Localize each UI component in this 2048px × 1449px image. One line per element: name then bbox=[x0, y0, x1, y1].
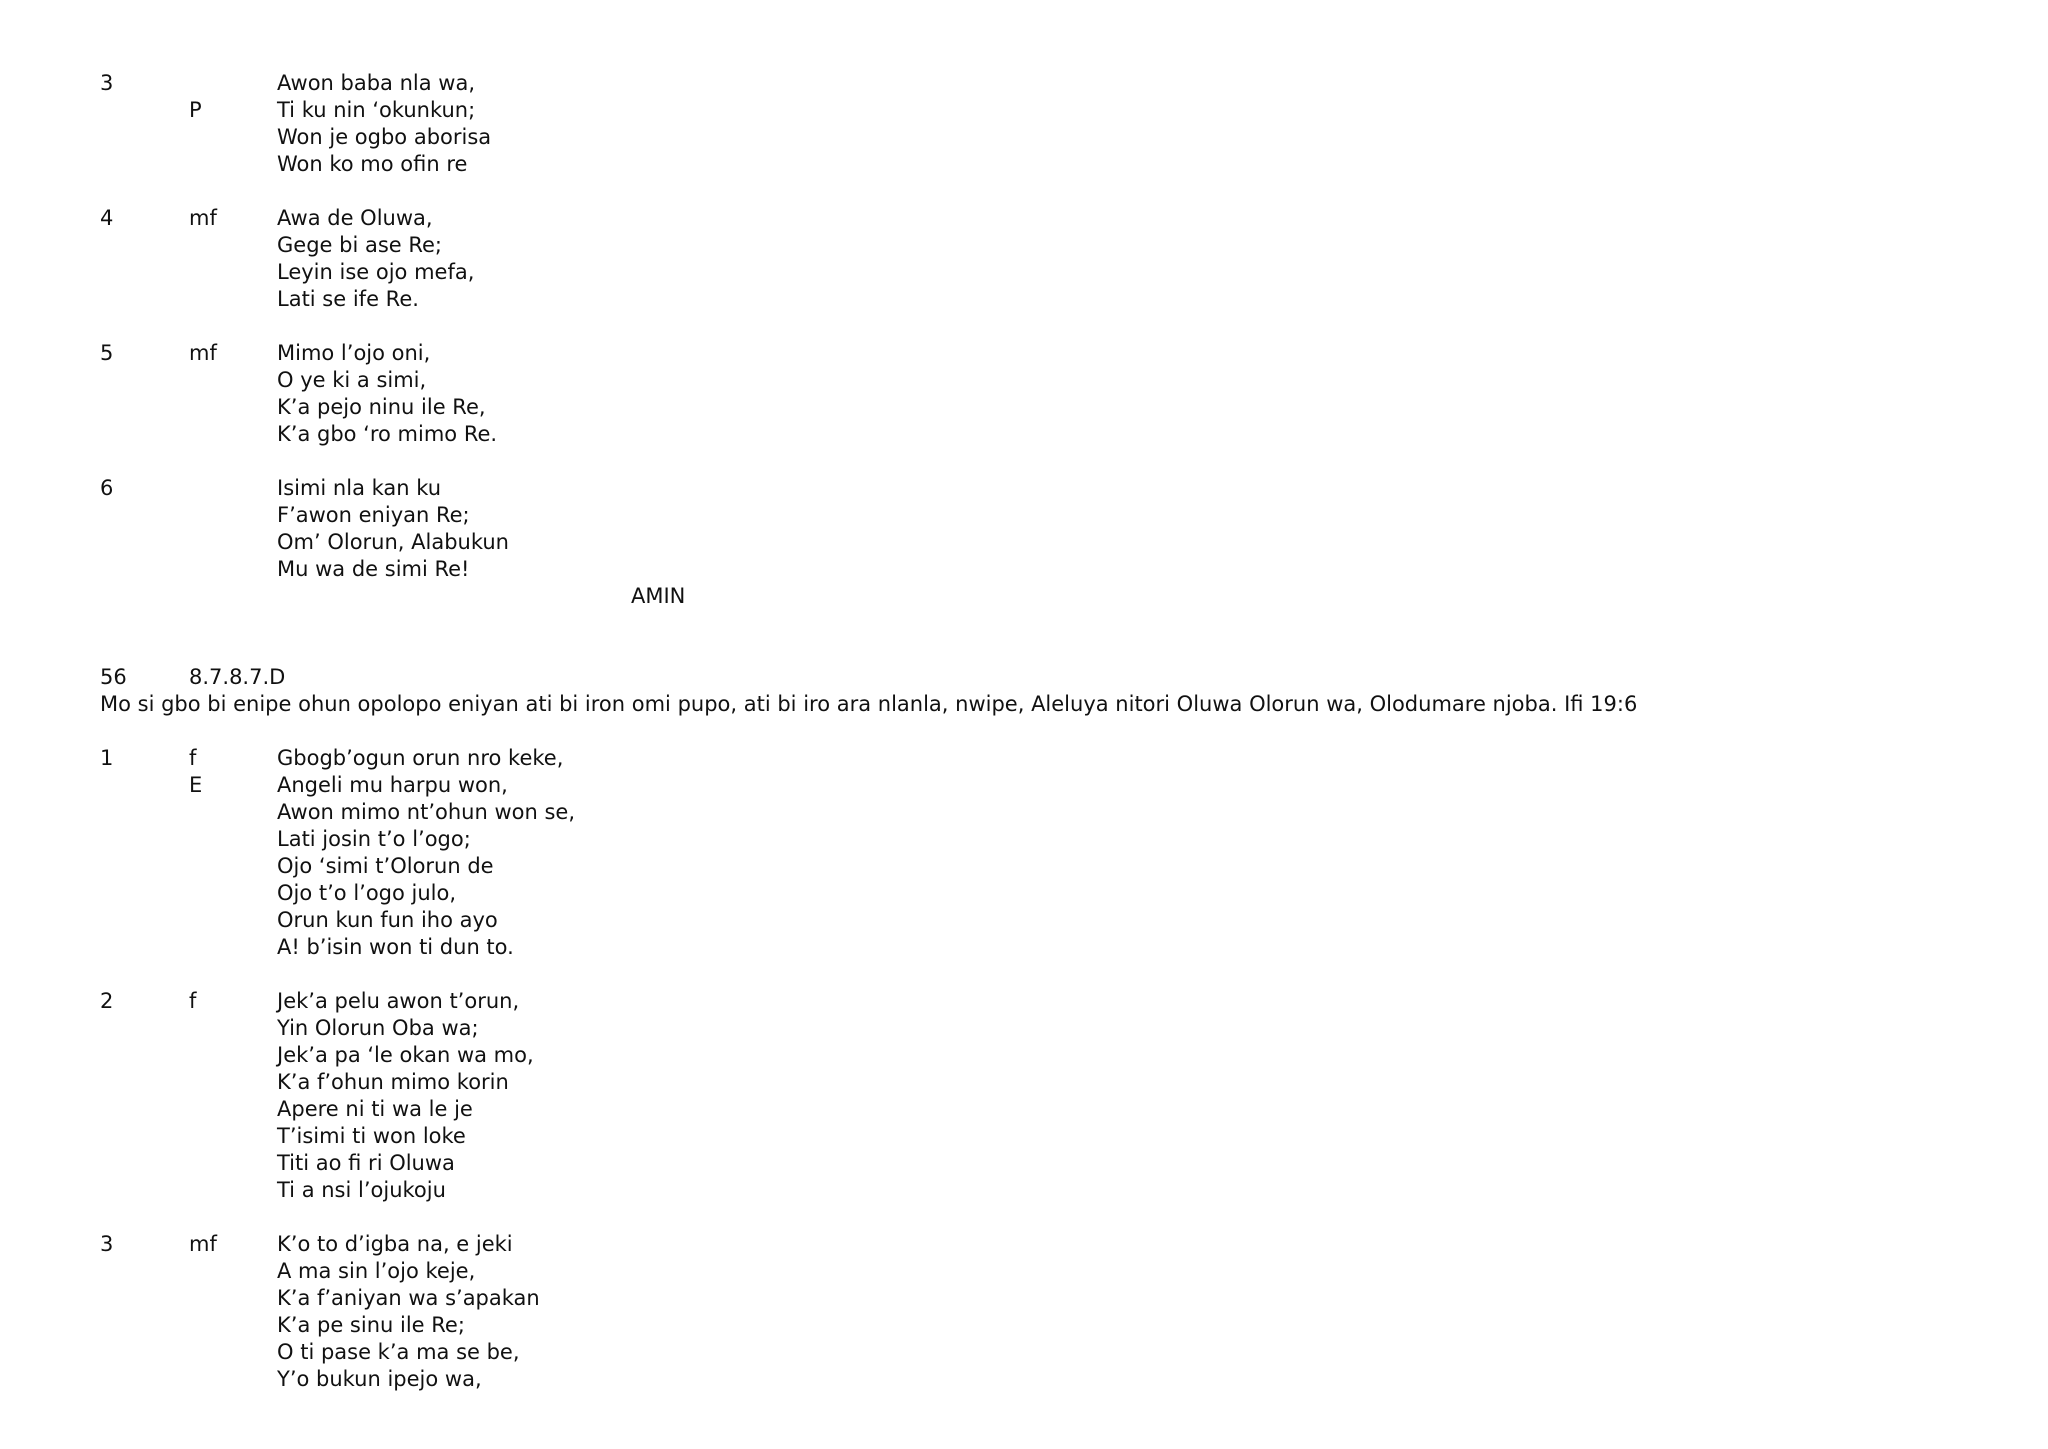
verse-line: Lati josin t’o l’ogo; bbox=[277, 827, 471, 851]
verse-line: Ti ku nin ‘okunkun; bbox=[277, 98, 476, 122]
verse-line: Gege bi ase Re; bbox=[277, 233, 443, 257]
verse-line: Won je ogbo aborisa bbox=[277, 125, 492, 149]
verse-line: Yin Olorun Oba wa; bbox=[277, 1016, 479, 1040]
verse-line: Awon baba nla wa, bbox=[277, 71, 476, 95]
verse-line: Mu wa de simi Re! bbox=[277, 557, 470, 581]
dynamic-mark: E bbox=[189, 773, 203, 797]
verse-line: K’a pejo ninu ile Re, bbox=[277, 395, 486, 419]
verse-line: K’a f’ohun mimo korin bbox=[277, 1070, 509, 1094]
stanza-number: 3 bbox=[100, 71, 114, 95]
verse-line: Won ko mo ofin re bbox=[277, 152, 468, 176]
stanza-number: 5 bbox=[100, 341, 114, 365]
hymn-page bbox=[100, 70, 2000, 1420]
verse-line: Angeli mu harpu won, bbox=[277, 773, 508, 797]
stanza-number: 4 bbox=[100, 206, 114, 230]
dynamic-mark: f bbox=[189, 746, 197, 770]
verse-line: O ye ki a simi, bbox=[277, 368, 427, 392]
stanza bbox=[100, 745, 2000, 961]
stanza bbox=[100, 475, 2000, 583]
stanza-number: 6 bbox=[100, 476, 114, 500]
verse-line: Om’ Olorun, Alabukun bbox=[277, 530, 509, 554]
scripture-epigraph: Mo si gbo bi enipe ohun opolopo eniyan ati bi iron omi pupo, ati bi iro ara nlanla, nwipe, Aleluya nitori Oluwa Olorun wa, Olodumare njoba. Ifi 19:6 bbox=[100, 692, 1638, 716]
verse-line: Ojo ‘simi t’Olorun de bbox=[277, 854, 494, 878]
verse-line: Isimi nla kan ku bbox=[277, 476, 442, 500]
verse-line: Mimo l’ojo oni, bbox=[277, 341, 431, 365]
hymn-number: 56 bbox=[100, 665, 127, 689]
stanza bbox=[100, 205, 2000, 313]
stanza-number: 2 bbox=[100, 989, 114, 1013]
hymn-55-tail bbox=[100, 70, 2000, 610]
hymn-meter: 8.7.8.7.D bbox=[189, 665, 286, 689]
verse-line: Jek’a pa ‘le okan wa mo, bbox=[277, 1043, 534, 1067]
verse-line: K’a f’aniyan wa s’apakan bbox=[277, 1286, 540, 1310]
dynamic-mark: mf bbox=[189, 1232, 217, 1256]
dynamic-mark: f bbox=[189, 989, 197, 1013]
stanza-number: 3 bbox=[100, 1232, 114, 1256]
amen-line: AMIN bbox=[631, 584, 686, 608]
dynamic-mark: mf bbox=[189, 341, 217, 365]
verse-line: O ti pase k’a ma se be, bbox=[277, 1340, 520, 1364]
verse-line: A ma sin l’ojo keje, bbox=[277, 1259, 476, 1283]
hymn-header bbox=[100, 664, 2000, 691]
stanza bbox=[100, 70, 2000, 178]
verse-line: Titi ao fi ri Oluwa bbox=[277, 1151, 455, 1175]
verse-line: Ti a nsi l’ojukoju bbox=[277, 1178, 446, 1202]
stanza-number: 1 bbox=[100, 746, 114, 770]
verse-line: F’awon eniyan Re; bbox=[277, 503, 470, 527]
verse-line: Jek’a pelu awon t’orun, bbox=[277, 989, 520, 1013]
stanza bbox=[100, 1231, 2000, 1393]
verse-line: Awa de Oluwa, bbox=[277, 206, 433, 230]
verse-line: Apere ni ti wa le je bbox=[277, 1097, 473, 1121]
stanza bbox=[100, 988, 2000, 1204]
verse-line: A! b’isin won ti dun to. bbox=[277, 935, 514, 959]
verse-line: Orun kun fun iho ayo bbox=[277, 908, 498, 932]
dynamic-mark: mf bbox=[189, 206, 217, 230]
verse-line: Y’o bukun ipejo wa, bbox=[277, 1367, 482, 1391]
verse-line: Ojo t’o l’ogo julo, bbox=[277, 881, 457, 905]
verse-line: Gbogb’ogun orun nro keke, bbox=[277, 746, 564, 770]
verse-line: T’isimi ti won loke bbox=[277, 1124, 466, 1148]
verse-line: Awon mimo nt’ohun won se, bbox=[277, 800, 576, 824]
verse-line: Lati se ife Re. bbox=[277, 287, 419, 311]
verse-line: K’a pe sinu ile Re; bbox=[277, 1313, 465, 1337]
verse-line: K’a gbo ‘ro mimo Re. bbox=[277, 422, 498, 446]
verse-line: K’o to d’igba na, e jeki bbox=[277, 1232, 513, 1256]
hymn-56 bbox=[100, 664, 2000, 1393]
stanza bbox=[100, 340, 2000, 448]
verse-line: Leyin ise ojo mefa, bbox=[277, 260, 475, 284]
dynamic-mark: P bbox=[189, 98, 202, 122]
